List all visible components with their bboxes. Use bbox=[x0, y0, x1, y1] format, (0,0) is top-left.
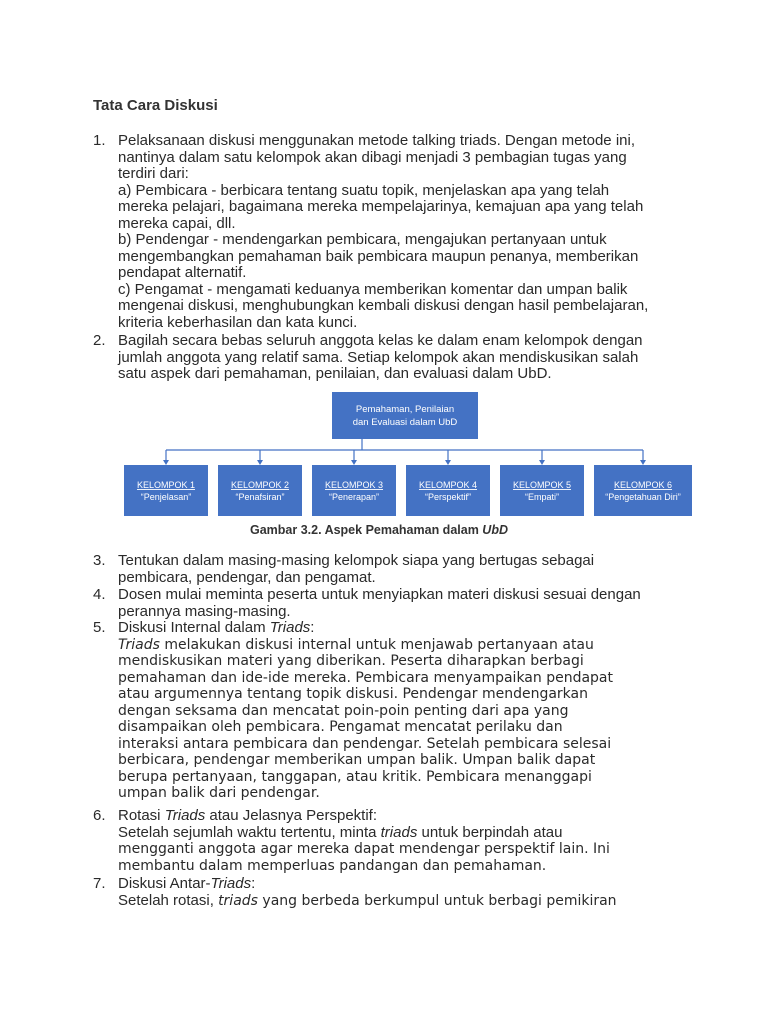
text-line: satu aspek dari pemahaman, penilaian, dan evaluasi dalam UbD. bbox=[118, 365, 552, 382]
text-line: nantinya dalam satu kelompok akan dibagi menjadi 3 pembagian tugas yang bbox=[118, 148, 627, 166]
text-segment: melakukan diskusi internal untuk menjawab pertanyaan atau bbox=[159, 636, 594, 653]
group-box-1 bbox=[124, 465, 208, 516]
list-number: 3. bbox=[93, 552, 106, 569]
heading-text: : bbox=[251, 875, 256, 892]
text-line: Bagilah secara bebas seluruh anggota kelas ke dalam enam kelompok dengan bbox=[118, 332, 643, 349]
heading-emphasis: Triads bbox=[210, 875, 252, 892]
group-name: KELOMPOK 2 bbox=[230, 480, 290, 490]
list-number: 5. bbox=[93, 619, 106, 636]
group-label: “Empati” bbox=[524, 492, 560, 502]
text-line: membantu dalam memperluas pandangan dan pemahaman. bbox=[118, 857, 547, 874]
list-number: 6. bbox=[93, 807, 106, 824]
text-line: berupa pertanyaan, tanggapan, atau kritik. Pembicara menanggapi bbox=[118, 768, 592, 785]
text-line: mengembangkan pemahaman baik pembicara maupun penanya, memberikan bbox=[118, 247, 639, 265]
group-name: KELOMPOK 3 bbox=[324, 480, 384, 490]
group-name: KELOMPOK 4 bbox=[418, 480, 478, 490]
text-line: terdiri dari: bbox=[118, 165, 189, 182]
text-line: mereka pelajari, bagaimana mereka mempelajarinya, kemajuan apa yang telah bbox=[118, 198, 644, 215]
text-emphasis: triads bbox=[380, 823, 418, 841]
text-line: perannya masing-masing. bbox=[118, 602, 291, 620]
connector-lines bbox=[166, 439, 643, 461]
top-box bbox=[332, 392, 478, 439]
list-number: 7. bbox=[93, 875, 106, 892]
group-box-4 bbox=[406, 465, 490, 516]
figure-caption bbox=[250, 523, 508, 537]
text-line: dengan seksama dan mencatat poin-poin penting dari apa yang bbox=[118, 702, 569, 719]
text-line bbox=[118, 893, 678, 910]
text-segment: yang berbeda berkumpul untuk berbagi pemikiran bbox=[257, 892, 617, 909]
heading-text: atau Jelasnya Perspektif: bbox=[205, 807, 378, 824]
text-line: Tentukan dalam masing-masing kelompok siapa yang bertugas sebagai bbox=[118, 552, 595, 569]
text-line: mengganti anggota agar mereka dapat mendengar perspektif lain. Ini bbox=[118, 841, 610, 857]
text-line: c) Pengamat - mengamati keduanya memberikan komentar dan umpan balik bbox=[118, 280, 628, 298]
heading-emphasis: Triads bbox=[269, 619, 311, 636]
caption-text: Gambar 3.2. Aspek Pemahaman dalam bbox=[250, 523, 483, 537]
group-label: “Penerapan” bbox=[328, 492, 380, 502]
group-name: KELOMPOK 5 bbox=[512, 480, 572, 490]
text-line: Pelaksanaan diskusi menggunakan metode talking triads. Dengan metode ini, bbox=[118, 132, 635, 149]
group-label: “Penafsiran” bbox=[235, 492, 285, 502]
list-number: 1. bbox=[93, 132, 106, 149]
list-number: 2. bbox=[93, 332, 106, 349]
text-line: mendiskusikan materi yang diberikan. Peserta diharapkan berbagi bbox=[118, 653, 584, 669]
text-line: pendapat alternatif. bbox=[118, 264, 247, 281]
heading-emphasis: Triads bbox=[164, 807, 206, 824]
text-line: pemahaman dan ide-ide mereka. Pembicara menyampaikan pendapat bbox=[118, 669, 614, 686]
text-line bbox=[118, 637, 678, 654]
group-box-2 bbox=[218, 465, 302, 516]
text-line: kriteria keberhasilan dan kata kunci. bbox=[118, 313, 358, 331]
text-line: pembicara, pendengar, dan pengamat. bbox=[118, 568, 376, 586]
text-line: b) Pendengar - mendengarkan pembicara, mengajukan pertanyaan untuk bbox=[118, 231, 607, 248]
group-box-6 bbox=[594, 465, 692, 516]
text-line: a) Pembicara - berbicara tentang suatu topik, menjelaskan apa yang telah bbox=[118, 181, 610, 199]
text-emphasis: triads bbox=[218, 892, 258, 909]
heading-text: Diskusi Internal dalam bbox=[118, 619, 270, 636]
item-heading bbox=[118, 876, 678, 893]
text-line: jumlah anggota yang relatif sama. Setiap kelompok akan mendiskusikan salah bbox=[118, 348, 639, 366]
text-emphasis: Triads bbox=[118, 636, 160, 653]
list-number: 4. bbox=[93, 586, 106, 603]
group-label: “Pengetahuan Diri” bbox=[605, 492, 681, 502]
group-label: “Perspektif” bbox=[424, 492, 472, 502]
text-segment: Setelah sejumlah waktu tertentu, minta bbox=[118, 823, 381, 841]
text-line: berbicara, pendengar memberikan umpan balik. Umpan balik dapat bbox=[118, 752, 596, 768]
connector-arrowheads bbox=[163, 460, 646, 465]
text-segment: Setelah rotasi, bbox=[118, 891, 219, 909]
text-line: mereka capai, dll. bbox=[118, 214, 236, 232]
heading-text: : bbox=[310, 619, 315, 636]
text-line: Dosen mulai meminta peserta untuk menyiapkan materi diskusi sesuai dengan bbox=[118, 586, 641, 603]
group-name: KELOMPOK 6 bbox=[613, 480, 673, 490]
group-box-3 bbox=[312, 465, 396, 516]
group-label: “Penjelasan” bbox=[140, 492, 192, 502]
text-line: mengenai diskusi, menghubungkan kembali diskusi dengan hasil pembelajaran, bbox=[118, 297, 649, 314]
text-line: disampaikan oleh pembicara. Pengamat mencatat perilaku dan bbox=[118, 719, 563, 735]
kelompok-diagram bbox=[118, 387, 698, 537]
text-line: umpan balik dari pendengar. bbox=[118, 785, 320, 801]
text-line bbox=[118, 825, 678, 842]
text-line: interaksi antara pembicara dan pendengar. Setelah pembicara selesai bbox=[118, 735, 612, 752]
item-heading bbox=[118, 808, 678, 825]
top-box-line-2: dan Evaluasi dalam UbD bbox=[352, 417, 458, 428]
top-box-line-1: Pemahaman, Penilaian bbox=[355, 404, 455, 415]
item-heading bbox=[118, 620, 678, 637]
heading-text: Rotasi bbox=[118, 807, 165, 824]
heading-text: Diskusi Antar- bbox=[118, 875, 211, 892]
document-title: Tata Cara Diskusi bbox=[93, 97, 218, 114]
text-line: atau argumennya tentang topik diskusi. Pendengar mendengarkan bbox=[118, 686, 588, 702]
text-segment: untuk berpindah atau bbox=[417, 823, 563, 841]
group-name: KELOMPOK 1 bbox=[136, 480, 196, 490]
caption-emphasis: UbD bbox=[482, 523, 508, 537]
group-box-5 bbox=[500, 465, 584, 516]
